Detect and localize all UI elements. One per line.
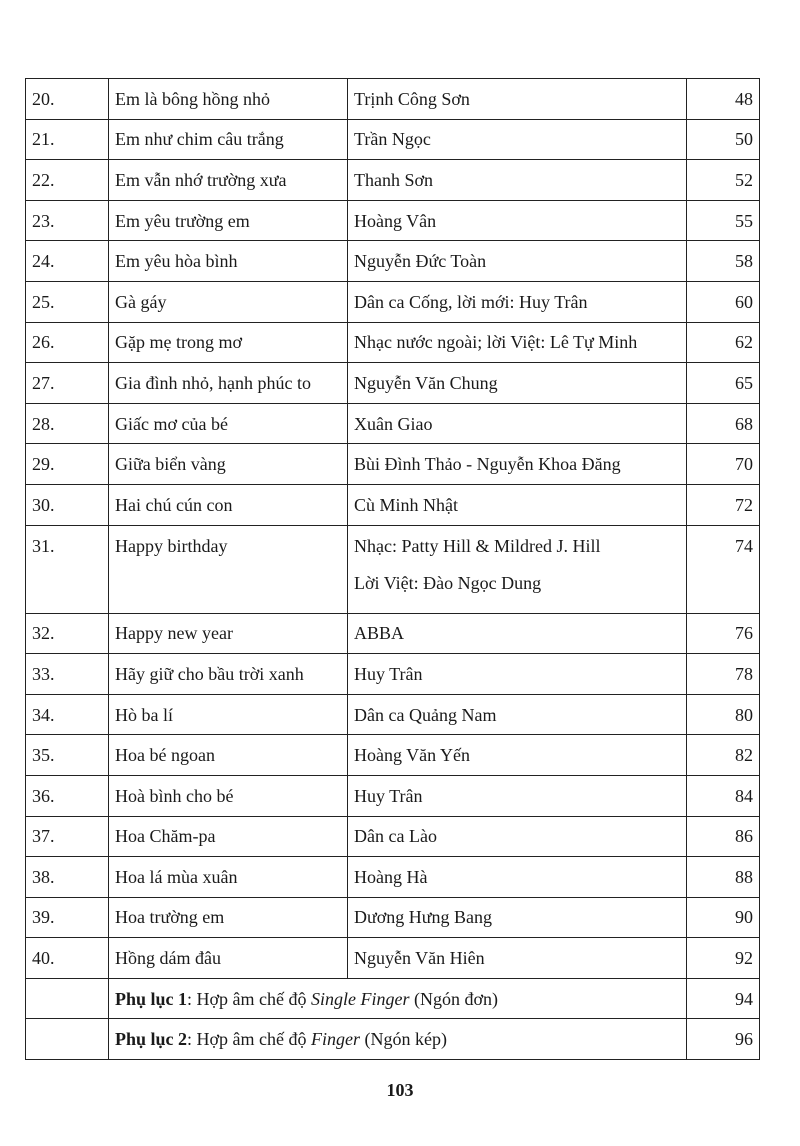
- song-page: 65: [687, 363, 760, 404]
- lyrics-credit: Lời Việt: Đào Ngọc Dung: [354, 572, 542, 593]
- appendix-page: 96: [687, 1019, 760, 1060]
- row-number: 30.: [26, 484, 109, 525]
- song-page: 55: [687, 200, 760, 241]
- song-title: Em như chim câu trắng: [109, 119, 348, 160]
- song-author: Nguyễn Văn Chung: [348, 363, 687, 404]
- song-page: 92: [687, 938, 760, 979]
- row-number: 28.: [26, 403, 109, 444]
- song-title: Hai chú cún con: [109, 484, 348, 525]
- song-title: Hồng dám đâu: [109, 938, 348, 979]
- song-author: Nguyễn Văn Hiên: [348, 938, 687, 979]
- song-title: Hoà bình cho bé: [109, 775, 348, 816]
- row-number: 24.: [26, 241, 109, 282]
- row-number: 31.: [26, 525, 109, 613]
- table-row: [26, 241, 760, 282]
- song-author: Trần Ngọc: [348, 119, 687, 160]
- song-page: 88: [687, 857, 760, 898]
- row-number: 40.: [26, 938, 109, 979]
- song-page: 86: [687, 816, 760, 857]
- table-row: [26, 654, 760, 695]
- song-page: 58: [687, 241, 760, 282]
- table-row: [26, 79, 760, 120]
- song-page: 82: [687, 735, 760, 776]
- row-number: 20.: [26, 79, 109, 120]
- table-row: [26, 200, 760, 241]
- song-page: 80: [687, 694, 760, 735]
- song-page: 78: [687, 654, 760, 695]
- table-row: [26, 119, 760, 160]
- appendix-label: Phụ lục 1: [115, 988, 188, 1009]
- song-title: Em yêu hòa bình: [109, 241, 348, 282]
- appendix-description: [109, 978, 687, 1019]
- music-credit: Nhạc: Patty Hill & Mildred J. Hill: [354, 535, 601, 556]
- appendix-note: (Ngón kép): [360, 1029, 448, 1050]
- table-row: [26, 281, 760, 322]
- song-author: Nguyễn Đức Toàn: [348, 241, 687, 282]
- song-author: Xuân Giao: [348, 403, 687, 444]
- table-row: [26, 938, 760, 979]
- song-title: Gia đình nhỏ, hạnh phúc to: [109, 363, 348, 404]
- song-author: ABBA: [348, 613, 687, 654]
- row-number: 33.: [26, 654, 109, 695]
- song-page: 84: [687, 775, 760, 816]
- song-title: Hoa bé ngoan: [109, 735, 348, 776]
- appendix-note: (Ngón đơn): [409, 988, 499, 1009]
- song-author: Hoàng Văn Yến: [348, 735, 687, 776]
- song-author: Bùi Đình Thảo - Nguyễn Khoa Đăng: [348, 444, 687, 485]
- row-number: 27.: [26, 363, 109, 404]
- table-row: [26, 403, 760, 444]
- song-author: Thanh Sơn: [348, 160, 687, 201]
- song-author: Dương Hưng Bang: [348, 897, 687, 938]
- row-number: 39.: [26, 897, 109, 938]
- song-title: Hoa trường em: [109, 897, 348, 938]
- song-page: 74: [687, 525, 760, 613]
- table-row: [26, 322, 760, 363]
- song-author: Hoàng Hà: [348, 857, 687, 898]
- table-row: [26, 363, 760, 404]
- song-title: Em vẫn nhớ trường xưa: [109, 160, 348, 201]
- song-page: 76: [687, 613, 760, 654]
- table-row: [26, 613, 760, 654]
- song-title: Gà gáy: [109, 281, 348, 322]
- song-title: Em là bông hồng nhỏ: [109, 79, 348, 120]
- song-page: 68: [687, 403, 760, 444]
- appendix-sep: : Hợp âm chế độ: [187, 988, 312, 1009]
- song-author: Hoàng Vân: [348, 200, 687, 241]
- song-title: Hoa lá mùa xuân: [109, 857, 348, 898]
- song-title: Hãy giữ cho bầu trời xanh: [109, 654, 348, 695]
- song-title: Happy birthday: [109, 525, 348, 613]
- row-number: 38.: [26, 857, 109, 898]
- appendix-mode: Single Finger: [311, 988, 410, 1009]
- row-number: 32.: [26, 613, 109, 654]
- appendix-description: [109, 1019, 687, 1060]
- row-number: 22.: [26, 160, 109, 201]
- song-author: Cù Minh Nhật: [348, 484, 687, 525]
- song-title: Hoa Chăm-pa: [109, 816, 348, 857]
- table-row: [26, 525, 760, 613]
- appendix-label: Phụ lục 2: [115, 1029, 188, 1050]
- song-page: 48: [687, 79, 760, 120]
- empty-cell: [26, 978, 109, 1019]
- appendix-page: 94: [687, 978, 760, 1019]
- appendix-row: [26, 978, 760, 1019]
- table-row: [26, 160, 760, 201]
- song-title: Gặp mẹ trong mơ: [109, 322, 348, 363]
- song-page: 62: [687, 322, 760, 363]
- song-title: Giữa biển vàng: [109, 444, 348, 485]
- song-title: Happy new year: [109, 613, 348, 654]
- appendix-row: [26, 1019, 760, 1060]
- table-row: [26, 694, 760, 735]
- page-number: 103: [386, 1080, 414, 1100]
- row-number: 36.: [26, 775, 109, 816]
- song-page: 90: [687, 897, 760, 938]
- table-row: [26, 735, 760, 776]
- row-number: 26.: [26, 322, 109, 363]
- song-index-body: [26, 79, 760, 1060]
- song-title: Hò ba lí: [109, 694, 348, 735]
- song-author: Dân ca Lào: [348, 816, 687, 857]
- song-author: Huy Trân: [348, 654, 687, 695]
- table-row: [26, 857, 760, 898]
- appendix-mode: Finger: [311, 1029, 361, 1050]
- row-number: 37.: [26, 816, 109, 857]
- table-row: [26, 897, 760, 938]
- empty-cell: [26, 1019, 109, 1060]
- row-number: 29.: [26, 444, 109, 485]
- row-number: 23.: [26, 200, 109, 241]
- song-page: 52: [687, 160, 760, 201]
- table-row: [26, 444, 760, 485]
- song-title: Em yêu trường em: [109, 200, 348, 241]
- song-page: 72: [687, 484, 760, 525]
- row-number: 35.: [26, 735, 109, 776]
- song-title: Giấc mơ của bé: [109, 403, 348, 444]
- song-page: 70: [687, 444, 760, 485]
- song-author: Trịnh Công Sơn: [348, 79, 687, 120]
- table-row: [26, 775, 760, 816]
- song-page: 60: [687, 281, 760, 322]
- table-row: [26, 816, 760, 857]
- song-index-table: [25, 78, 760, 1060]
- song-page: 50: [687, 119, 760, 160]
- appendix-sep: : Hợp âm chế độ: [187, 1029, 312, 1050]
- song-author: Dân ca Cống, lời mới: Huy Trân: [348, 281, 687, 322]
- row-number: 21.: [26, 119, 109, 160]
- row-number: 25.: [26, 281, 109, 322]
- song-author: Nhạc nước ngoài; lời Việt: Lê Tự Minh: [348, 322, 687, 363]
- song-author: Huy Trân: [348, 775, 687, 816]
- row-number: 34.: [26, 694, 109, 735]
- song-author: Dân ca Quảng Nam: [348, 694, 687, 735]
- table-row: [26, 484, 760, 525]
- song-author: [348, 525, 687, 613]
